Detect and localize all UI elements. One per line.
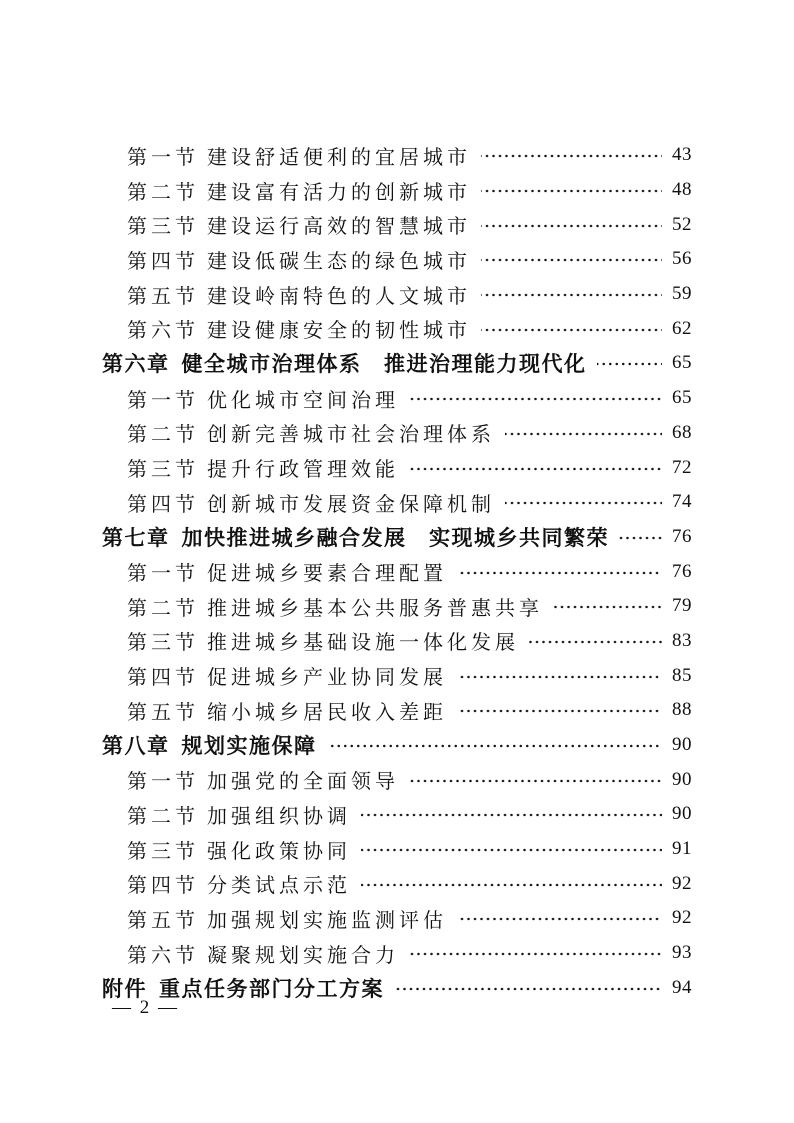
toc-entry-title: 建设舒适便利的宜居城市 <box>207 146 471 169</box>
dot-leader <box>457 705 662 717</box>
toc-entry-page: 52 <box>672 213 692 235</box>
toc-entry-label: 第四节 <box>127 250 199 273</box>
toc-entry-page: 90 <box>672 734 692 756</box>
toc-entry-title: 健全城市治理体系 推进治理能力现代化 <box>181 353 587 377</box>
toc-entry-title: 建设健康安全的韧性城市 <box>207 320 471 343</box>
toc-entry-label: 第一节 <box>127 771 199 794</box>
toc-entry-title: 推进城乡基本公共服务普惠共享 <box>207 597 543 620</box>
page-number-footer: — 2 — <box>112 997 179 1018</box>
toc-entry-chapter <box>102 971 692 1006</box>
toc-entry-section <box>102 762 692 797</box>
toc-entry-page: 72 <box>672 456 692 478</box>
toc-entry-chapter <box>102 346 692 381</box>
toc-entry-label: 第一节 <box>127 146 199 169</box>
toc-entry-page: 79 <box>672 595 692 617</box>
toc-entry-title: 建设运行高效的智慧城市 <box>207 216 471 239</box>
toc-entry-page: 94 <box>672 976 692 998</box>
toc-entry-label: 第八章 <box>102 735 170 759</box>
toc-entry-section <box>102 277 692 312</box>
toc-entry-label: 第六章 <box>102 353 170 377</box>
toc-entry-page: 59 <box>672 283 692 305</box>
dot-leader <box>409 775 662 787</box>
toc-entry-label: 第二节 <box>127 181 199 204</box>
dot-leader <box>327 740 663 752</box>
toc-entry-title: 创新城市发展资金保障机制 <box>207 493 495 516</box>
dot-leader <box>619 532 662 544</box>
dot-leader <box>481 254 662 266</box>
dot-leader <box>481 289 662 301</box>
toc-entry-title: 规划实施保障 <box>181 735 317 759</box>
toc-entry-section <box>102 207 692 242</box>
toc-entry-section <box>102 311 692 346</box>
toc-entry-title: 提升行政管理效能 <box>207 459 399 482</box>
toc-entry-page: 83 <box>672 629 692 651</box>
toc-entry-label: 第三节 <box>127 459 199 482</box>
toc-entry-label: 第三节 <box>127 632 199 655</box>
toc-entry-title: 建设岭南特色的人文城市 <box>207 285 471 308</box>
toc-entry-section <box>102 485 692 520</box>
toc-entry-section <box>102 416 692 451</box>
toc-entry-label: 第四节 <box>127 493 199 516</box>
toc-entry-section <box>102 936 692 971</box>
toc-entry-label: 第五节 <box>127 909 199 932</box>
dot-leader <box>529 636 662 648</box>
toc-entry-title: 优化城市空间治理 <box>207 389 399 412</box>
dot-leader <box>553 601 662 613</box>
dot-leader <box>361 844 662 856</box>
toc-entry-page: 65 <box>672 387 692 409</box>
toc-entry-title: 促进城乡要素合理配置 <box>207 563 447 586</box>
toc-entry-page: 90 <box>672 768 692 790</box>
toc-list <box>102 138 692 1005</box>
toc-entry-page: 56 <box>672 248 692 270</box>
toc-entry-label: 第四节 <box>127 667 199 690</box>
toc-entry-section <box>102 624 692 659</box>
toc-entry-section <box>102 242 692 277</box>
toc-entry-page: 92 <box>672 907 692 929</box>
dot-leader <box>505 428 662 440</box>
toc-entry-label: 第一节 <box>127 389 199 412</box>
toc-entry-section <box>102 173 692 208</box>
toc-entry-section <box>102 589 692 624</box>
toc-entry-label: 第七章 <box>102 526 170 550</box>
toc-entry-section <box>102 693 692 728</box>
toc-entry-section <box>102 138 692 173</box>
dot-leader <box>409 393 662 405</box>
dot-leader <box>361 809 662 821</box>
toc-entry-page: 43 <box>672 144 692 166</box>
toc-entry-page: 85 <box>672 664 692 686</box>
toc-entry-title: 强化政策协同 <box>207 840 351 863</box>
dot-leader <box>457 567 662 579</box>
toc-entry-section <box>102 658 692 693</box>
toc-entry-page: 76 <box>672 560 692 582</box>
toc-entry-section <box>102 797 692 832</box>
toc-entry-label: 第一节 <box>127 563 199 586</box>
toc-entry-page: 88 <box>672 699 692 721</box>
toc-entry-label: 第三节 <box>127 216 199 239</box>
toc-entry-label: 第四节 <box>127 875 199 898</box>
toc-entry-title: 推进城乡基础设施一体化发展 <box>207 632 519 655</box>
toc-entry-label: 第三节 <box>127 840 199 863</box>
toc-entry-title: 加强党的全面领导 <box>207 771 399 794</box>
toc-entry-label: 第五节 <box>127 701 199 724</box>
dot-leader <box>481 150 662 162</box>
toc-entry-page: 68 <box>672 421 692 443</box>
toc-entry-title: 创新完善城市社会治理体系 <box>207 424 495 447</box>
toc-entry-page: 62 <box>672 317 692 339</box>
toc-entry-label: 第二节 <box>127 597 199 620</box>
toc-entry-label: 第二节 <box>127 424 199 447</box>
toc-entry-chapter <box>102 728 692 763</box>
toc-entry-chapter <box>102 520 692 555</box>
toc-entry-title: 凝聚规划实施合力 <box>207 944 399 967</box>
toc-entry-title: 重点任务部门分工方案 <box>159 977 384 1001</box>
toc-entry-section <box>102 866 692 901</box>
dot-leader <box>505 497 662 509</box>
toc-entry-label: 第六节 <box>127 944 199 967</box>
dot-leader <box>481 185 662 197</box>
toc-entry-page: 90 <box>672 803 692 825</box>
dot-leader <box>457 913 662 925</box>
dot-leader <box>409 948 662 960</box>
toc-entry-page: 65 <box>672 352 692 374</box>
toc-entry-title: 加强组织协调 <box>207 805 351 828</box>
document-page <box>102 138 692 1005</box>
toc-entry-title: 加快推进城乡融合发展 实现城乡共同繁荣 <box>181 526 609 550</box>
dot-leader <box>394 983 662 995</box>
toc-entry-title: 缩小城乡居民收入差距 <box>207 701 447 724</box>
toc-entry-page: 48 <box>672 179 692 201</box>
toc-entry-page: 74 <box>672 491 692 513</box>
dot-leader <box>481 220 662 232</box>
toc-entry-section <box>102 381 692 416</box>
dot-leader <box>457 671 662 683</box>
toc-entry-section <box>102 554 692 589</box>
toc-entry-page: 93 <box>672 942 692 964</box>
toc-entry-page: 76 <box>672 525 692 547</box>
toc-entry-label: 第二节 <box>127 805 199 828</box>
dot-leader <box>481 324 662 336</box>
toc-entry-title: 建设富有活力的创新城市 <box>207 181 471 204</box>
toc-entry-section <box>102 450 692 485</box>
toc-entry-section <box>102 832 692 867</box>
toc-entry-page: 91 <box>672 838 692 860</box>
toc-entry-page: 92 <box>672 872 692 894</box>
toc-entry-label: 第五节 <box>127 285 199 308</box>
dot-leader <box>361 879 662 891</box>
dot-leader <box>409 463 662 475</box>
toc-entry-title: 分类试点示范 <box>207 875 351 898</box>
dot-leader <box>597 358 663 370</box>
toc-entry-title: 加强规划实施监测评估 <box>207 909 447 932</box>
toc-entry-title: 建设低碳生态的绿色城市 <box>207 250 471 273</box>
toc-entry-label: 附件 <box>102 977 147 1001</box>
toc-entry-title: 促进城乡产业协同发展 <box>207 667 447 690</box>
toc-entry-section <box>102 901 692 936</box>
toc-entry-label: 第六节 <box>127 320 199 343</box>
